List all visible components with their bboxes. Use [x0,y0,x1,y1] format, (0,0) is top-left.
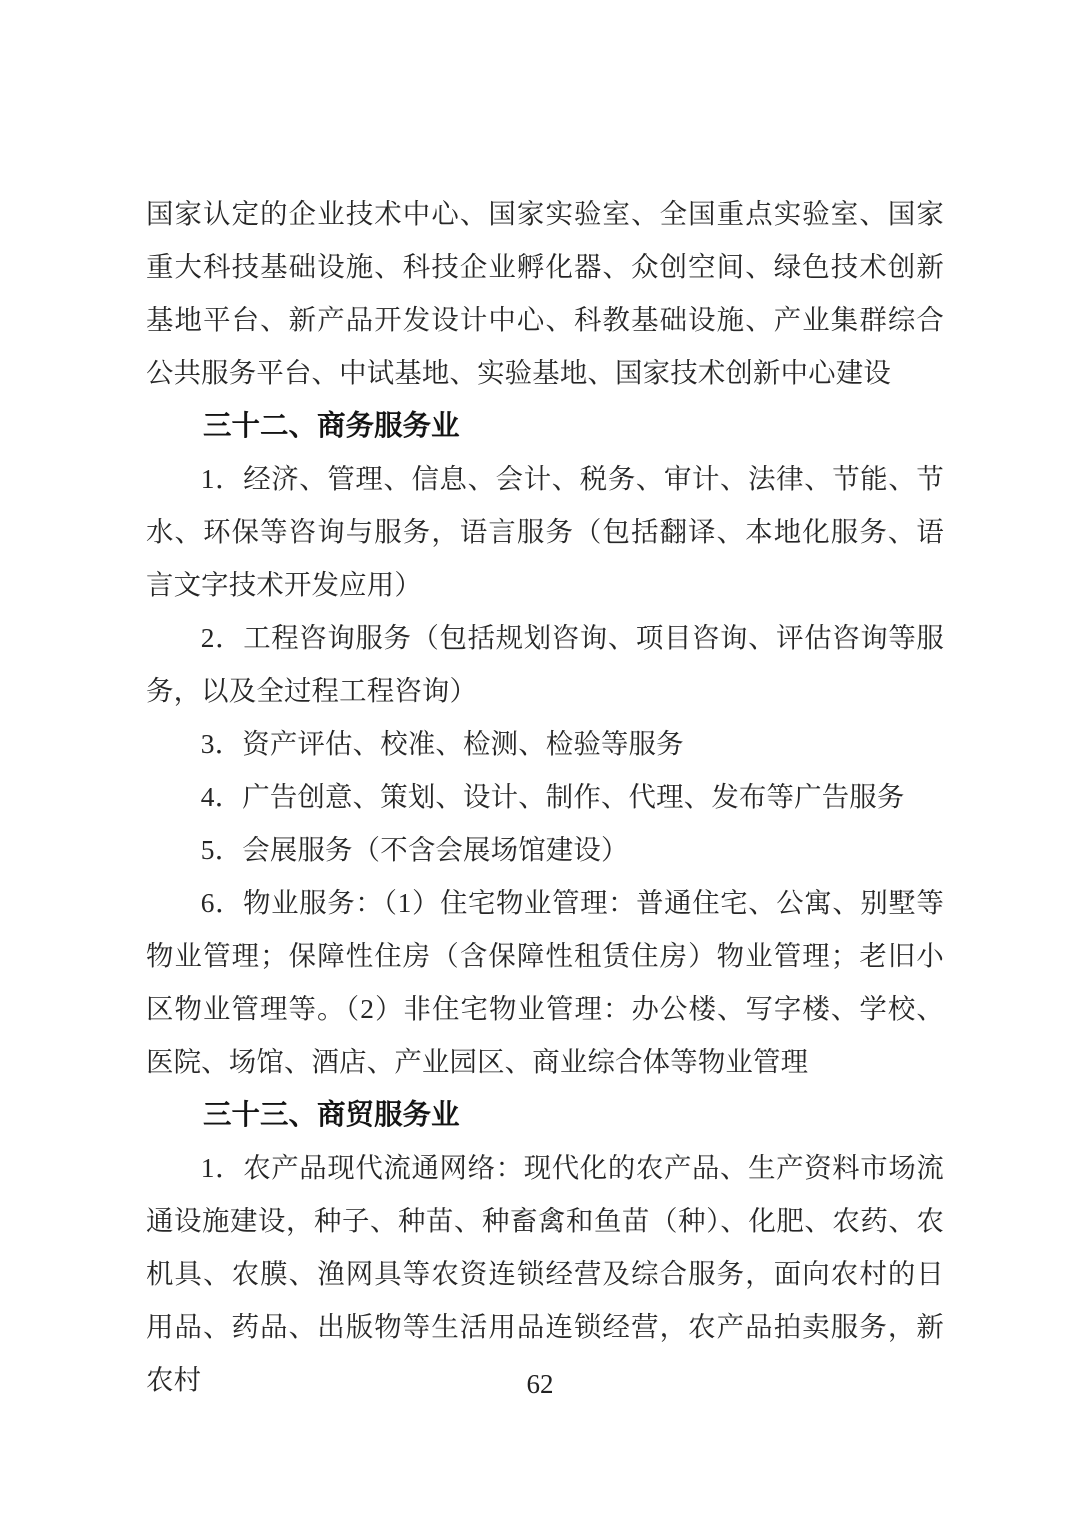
page-number: 62 [526,1369,554,1399]
list-item: 5．会展服务（不含会展场馆建设） [200,835,629,865]
text-block [146,188,944,1407]
list-item: 4．广告创意、策划、设计、制作、代理、发布等广告服务 [200,782,905,812]
continuation-paragraph: 国家认定的企业技术中心、国家实验室、全国重点实验室、国家重大科技基础设施、科技企业孵化器、众创空间、绿色技术创新基地平台、新产品开发设计中心、科教基础设施、产业集群综合公共服务平台、中试基地、实验基地、国家技术创新中心建设 [146,199,944,388]
list-item: 6．物业服务：（1）住宅物业管理：普通住宅、公寓、别墅等物业管理；保障性住房（含保障性租赁住房）物业管理；老旧小区物业管理等。（2）非住宅物业管理：办公楼、写字楼、学校、医院、场馆、酒店、产业园区、商业综合体等物业管理 [146,888,944,1077]
section-heading-32: 三十二、商务服务业 [203,410,460,442]
list-item: 3．资产评估、校准、检测、检验等服务 [200,729,684,759]
list-item: 2．工程咨询服务（包括规划咨询、项目咨询、评估咨询等服务，以及全过程工程咨询） [146,623,944,706]
list-item: 1．农产品现代流通网络：现代化的农产品、生产资料市场流通设施建设，种子、种苗、种畜禽和鱼苗（种）、化肥、农药、农机具、农膜、渔网具等农资连锁经营及综合服务，面向农村的日用品、药品、出版物等生活用品连锁经营，农产品拍卖服务，新农村 [146,1153,944,1395]
section-heading-33: 三十三、商贸服务业 [203,1099,460,1131]
list-item: 1．经济、管理、信息、会计、税务、审计、法律、节能、节水、环保等咨询与服务，语言服务（包括翻译、本地化服务、语言文字技术开发应用） [146,464,944,600]
